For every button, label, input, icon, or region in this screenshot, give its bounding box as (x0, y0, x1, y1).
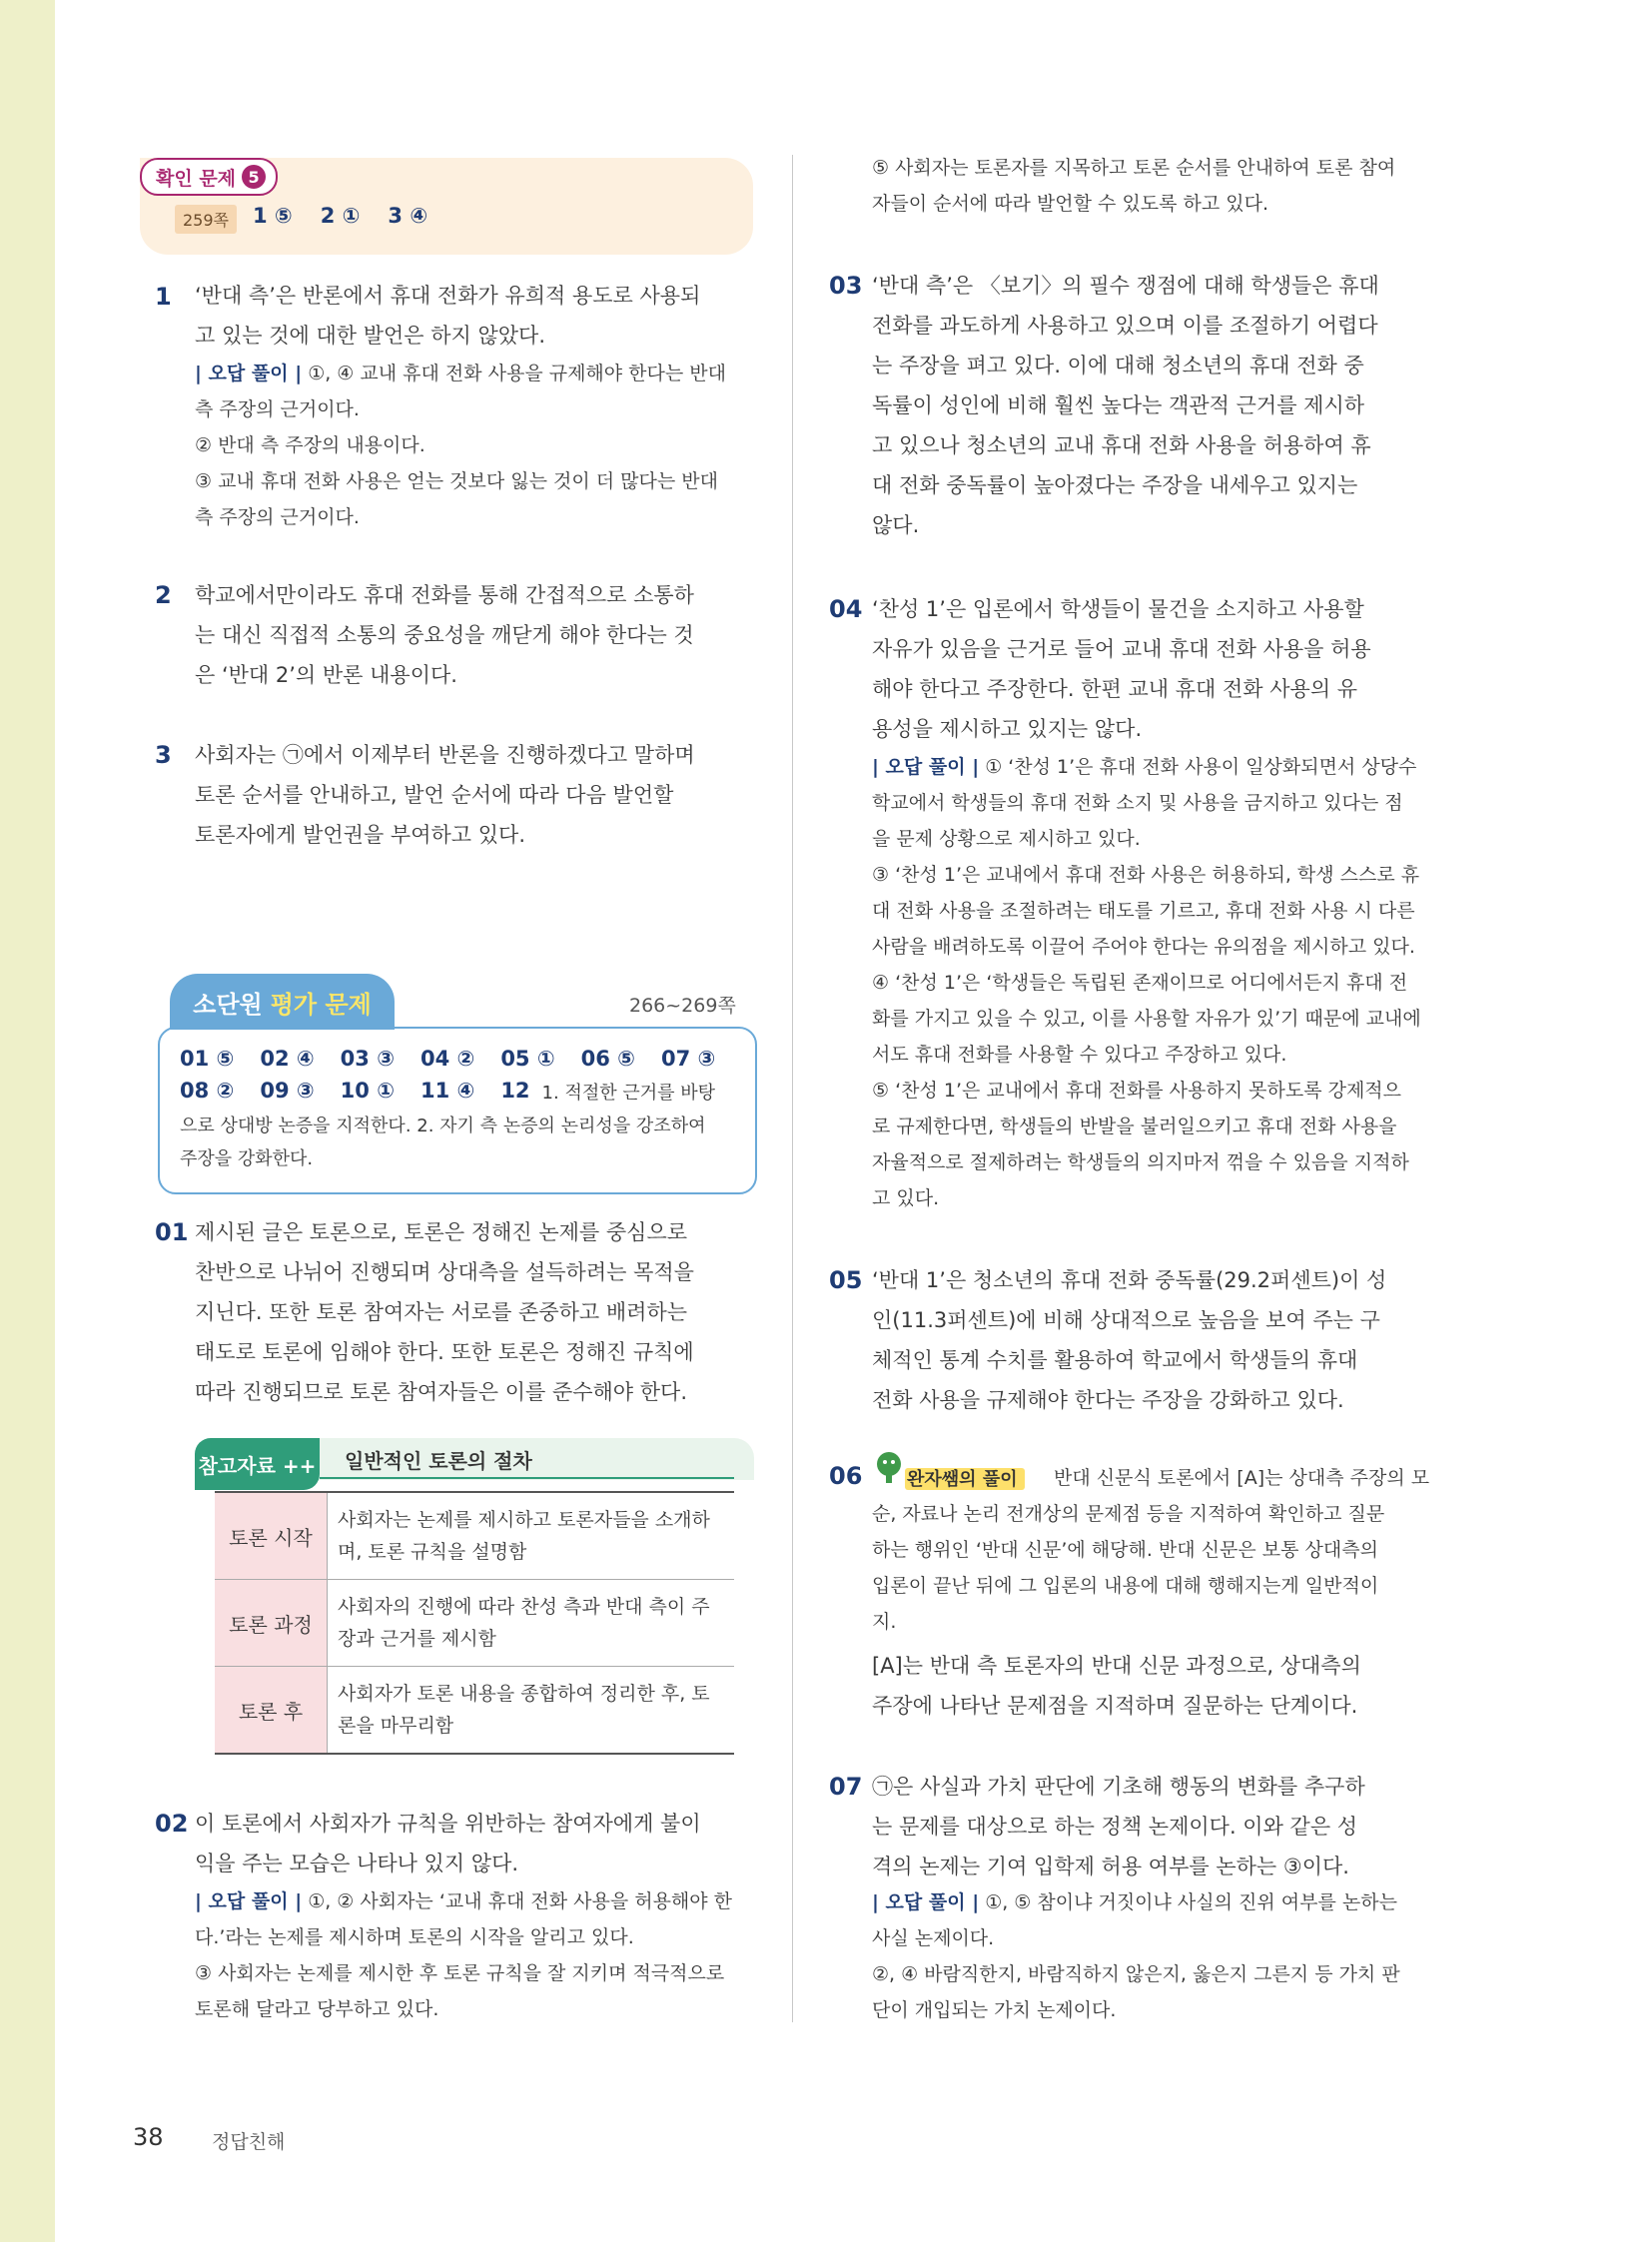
text-line: 는 문제를 대상으로 하는 정책 논제이다. 이와 같은 성 (872, 1815, 1358, 1839)
text-line: 토론해 달라고 당부하고 있다. (195, 1998, 439, 2020)
text-line: 사회자는 ㉠에서 이제부터 반론을 진행하겠다고 말하며 (195, 743, 695, 767)
page-sidebar (0, 0, 55, 2242)
text-line: ③ 사회자는 논제를 제시한 후 토론 규칙을 잘 지키며 적극적으로 (195, 1962, 725, 1984)
wrong-answer-note (872, 749, 1421, 1216)
text-line: ④ ‘찬성 1’은 ‘학생들은 독립된 존재이므로 어디에서든지 휴대 전 (872, 972, 1408, 994)
text-line: 대 전화 사용을 조절하려는 태도를 기르고, 휴대 전화 사용 시 다른 (872, 900, 1415, 922)
text-line: 익을 주는 모습은 나타나 있지 않다. (195, 1852, 519, 1875)
unit-answer: 07 ③ (660, 1047, 716, 1071)
text-line: 자유가 있음을 근거로 들어 교내 휴대 전화 사용을 허용 (872, 637, 1371, 661)
text-line: 는 대신 직접적 소통의 중요성을 깨닫게 해야 한다는 것 (195, 623, 694, 647)
text-line: 고 있으나 청소년의 교내 휴대 전화 사용을 허용하여 휴 (872, 433, 1371, 457)
reference-table (215, 1491, 734, 1755)
question-text (872, 1767, 1365, 1886)
text-line: [A]는 반대 측 토론자의 반대 신문 과정으로, 상대측의 (872, 1654, 1361, 1678)
text-line: ‘반대 측’은 〈보기〉의 필수 쟁점에 대해 학생들은 휴대 (872, 274, 1379, 298)
unit-answers-row (180, 1079, 715, 1105)
text-line: 사람을 배려하도록 이끌어 주어야 한다는 유의점을 제시하고 있다. (872, 936, 1415, 958)
unit-answer: 09 ③ (260, 1079, 315, 1103)
text-line: 하는 행위인 ‘반대 신문’에 해당해. 반대 신문은 보통 상대측의 (872, 1539, 1378, 1561)
unit-tab (170, 974, 395, 1030)
text-line: 지. (872, 1611, 897, 1633)
text-line: 격의 논제는 기여 입학제 허용 여부를 논하는 ③이다. (872, 1855, 1349, 1878)
text-line: 순, 자료나 논리 전개상의 문제점 등을 지적하여 확인하고 질문 (872, 1503, 1385, 1525)
text-line: 사회자는 논제를 제시하고 토론자들을 소개하 (338, 1509, 710, 1531)
text-line: 화를 가지고 있을 수 있고, 이를 사용할 자유가 있’기 때문에 교내에 (872, 1008, 1421, 1030)
question-text (195, 735, 695, 855)
text-line: 자율적으로 절제하려는 학생들의 의지마저 꺾을 수 있음을 지적하 (872, 1151, 1409, 1173)
wrong-answer-tag: | 오답 풀이 | (195, 363, 303, 384)
text-line: 주장에 나타난 문제점을 지적하며 질문하는 단계이다. (872, 1694, 1358, 1718)
teacher-mascot-icon (872, 1450, 906, 1484)
text-line: 로 규제한다면, 학생들의 반발을 불러일으키고 휴대 전화 사용을 (872, 1116, 1397, 1137)
text-line: 전화 사용을 규제해야 한다는 주장을 강화하고 있다. (872, 1388, 1344, 1412)
text-line: 측 주장의 근거이다. (195, 506, 360, 528)
text-line: 주장을 강화한다. (180, 1148, 314, 1169)
unit-pages: 266~269쪽 (629, 995, 736, 1017)
table-head-cell: 토론 시작 (215, 1492, 328, 1580)
unit-answer: 11 ④ (419, 1079, 475, 1103)
question-text (195, 575, 694, 695)
text-line: ③ ‘찬성 1’은 교내에서 휴대 전화 사용은 허용하되, 학생 스스로 휴 (872, 864, 1420, 886)
text-line: 사실 논제이다. (872, 1927, 995, 1949)
text-line: 을 문제 상황으로 제시하고 있다. (872, 828, 1141, 850)
text-line: 단이 개입되는 가치 논제이다. (872, 1999, 1117, 2021)
check-answer: 1 ⑤ (253, 204, 293, 228)
wrong-answer-tag: | 오답 풀이 | (872, 756, 980, 778)
text-line: 자들이 순서에 따라 발언할 수 있도록 하고 있다. (872, 193, 1269, 215)
text-line: 사회자가 토론 내용을 종합하여 정리한 후, 토 (338, 1683, 710, 1705)
column-divider (792, 155, 793, 2022)
page-number: 38 (133, 2123, 164, 2151)
text-line: 지닌다. 또한 토론 참여자는 서로를 존중하고 배려하는 (195, 1300, 688, 1324)
text-line: ② 반대 측 주장의 내용이다. (195, 434, 425, 456)
text-line: 태도로 토론에 임해야 한다. 또한 토론은 정해진 규칙에 (195, 1340, 694, 1364)
question-text (872, 589, 1371, 749)
text-line: ①, ④ 교내 휴대 전화 사용을 규제해야 한다는 반대 (308, 363, 726, 384)
teacher-note-label: 완자쌤의 풀이 (907, 1469, 1018, 1490)
question-number: 06 (829, 1462, 863, 1490)
unit-answer: 06 ⑤ (580, 1047, 635, 1071)
check-answers (253, 204, 427, 228)
text-line: 따라 진행되므로 토론 참여자들은 이를 준수해야 한다. (195, 1380, 688, 1404)
wrong-answer-note (195, 1883, 732, 2027)
reference-rule (320, 1477, 734, 1479)
question-number: 03 (829, 272, 863, 300)
table-cell (328, 1580, 735, 1667)
text-line: 는 주장을 펴고 있다. 이에 대해 청소년의 휴대 전화 중 (872, 354, 1364, 377)
text-line: ①, ② 사회자는 ‘교내 휴대 전화 사용을 허용해야 한 (308, 1890, 733, 1912)
unit-answer: 08 ② (180, 1079, 235, 1103)
unit-text: 1. 적절한 근거를 바탕 (541, 1083, 715, 1104)
question-text (195, 1804, 701, 1883)
text-line: 사회자의 진행에 따라 찬성 측과 반대 측이 주 (338, 1596, 710, 1618)
text-line: 인(11.3퍼센트)에 비해 상대적으로 높음을 보여 주는 구 (872, 1308, 1380, 1332)
text-line: ⑤ ‘찬성 1’은 교내에서 휴대 전화를 사용하지 못하도록 강제적으 (872, 1080, 1402, 1102)
unit-answer: 10 ① (340, 1079, 395, 1103)
check-answer: 2 ① (320, 204, 361, 228)
text-line: ㉠은 사실과 가치 판단에 기초해 행동의 변화를 추구하 (872, 1775, 1365, 1799)
text-line: ‘찬성 1’은 입론에서 학생들이 물건을 소지하고 사용할 (872, 597, 1364, 621)
table-row (215, 1667, 734, 1755)
text-line: 대 전화 중독률이 높아졌다는 주장을 내세우고 있지는 (872, 473, 1358, 497)
unit-answer: 05 ① (500, 1047, 555, 1071)
text-line: 제시된 글은 토론으로, 토론은 정해진 논제를 중심으로 (195, 1220, 688, 1244)
text-line: 용성을 제시하고 있지는 않다. (872, 717, 1143, 741)
question-number: 05 (829, 1266, 863, 1294)
question-number: 04 (829, 595, 863, 623)
unit-text (180, 1110, 739, 1175)
unit-answer: 12 (500, 1079, 530, 1103)
unit-answer: 01 ⑤ (180, 1047, 235, 1071)
text-line: ①, ⑤ 참이냐 거짓이냐 사실의 진위 여부를 논하는 (985, 1891, 1397, 1913)
note-text (872, 150, 1395, 222)
check-number: 5 (242, 165, 266, 189)
wrong-answer-note (195, 356, 726, 535)
text-line: 고 있다. (872, 1187, 940, 1209)
text-line: 해야 한다고 주장한다. 한편 교내 휴대 전화 사용의 유 (872, 677, 1358, 701)
table-head-cell: 토론 과정 (215, 1580, 328, 1667)
table-head-cell: 토론 후 (215, 1667, 328, 1755)
table-cell (328, 1492, 735, 1580)
text-line: 독률이 성인에 비해 훨씬 높다는 객관적 근거를 제시하 (872, 393, 1365, 417)
text-line: ‘반대 측’은 반론에서 휴대 전화가 유희적 용도로 사용되 (195, 284, 701, 308)
question-number: 1 (155, 283, 172, 311)
question-text (195, 276, 700, 356)
teacher-note-text: 반대 신문식 토론에서 [A]는 상대측 주장의 모 (1054, 1467, 1430, 1489)
question-number: 01 (155, 1218, 189, 1246)
unit-answer: 04 ② (419, 1047, 475, 1071)
text-line: ‘반대 1’은 청소년의 휴대 전화 중독률(29.2퍼센트)이 성 (872, 1268, 1387, 1292)
unit-answer: 02 ④ (260, 1047, 315, 1071)
text-line: 입론이 끝난 뒤에 그 입론의 내용에 대해 행해지는게 일반적이 (872, 1575, 1379, 1597)
text-line: 며, 토론 규칙을 설명함 (338, 1541, 527, 1563)
text-line: 장과 근거를 제시함 (338, 1628, 496, 1650)
check-answer: 3 ④ (388, 204, 428, 228)
text-line: 학교에서만이라도 휴대 전화를 통해 간접적으로 소통하 (195, 583, 694, 607)
text-line: ②, ④ 바람직한지, 바람직하지 않은지, 옳은지 그른지 등 가치 판 (872, 1963, 1400, 1985)
text-line: 체적인 통계 수치를 활용하여 학교에서 학생들의 휴대 (872, 1348, 1358, 1372)
table-row (215, 1580, 734, 1667)
text-line: 찬반으로 나뉘어 진행되며 상대측을 설득하려는 목적을 (195, 1260, 694, 1284)
text-line: 않다. (872, 513, 920, 537)
text-line: 론을 마무리함 (338, 1715, 454, 1737)
question-number: 07 (829, 1773, 863, 1801)
wrong-answer-tag: | 오답 풀이 | (872, 1891, 980, 1913)
text-line: 서도 휴대 전화를 사용할 수 있다고 주장하고 있다. (872, 1044, 1287, 1066)
unit-answers-row (180, 1047, 715, 1071)
question-text (872, 266, 1379, 545)
text-line: 고 있는 것에 대한 발언은 하지 않았다. (195, 324, 546, 348)
text-line: ⑤ 사회자는 토론자를 지목하고 토론 순서를 안내하여 토론 참여 (872, 157, 1396, 179)
text-line: 학교에서 학생들의 휴대 전화 소지 및 사용을 금지하고 있다는 점 (872, 792, 1403, 814)
check-tab (140, 158, 278, 196)
text-line: 토론자에게 발언권을 부여하고 있다. (195, 823, 525, 847)
question-number: 3 (155, 741, 172, 769)
text-line: 측 주장의 근거이다. (195, 398, 360, 420)
wrong-answer-note (872, 1884, 1400, 2028)
unit-title: 소단원 (193, 990, 263, 1019)
text-line: 다.’라는 논제를 제시하며 토론의 시작을 알리고 있다. (195, 1926, 634, 1948)
table-cell (328, 1667, 735, 1755)
question-text (872, 1260, 1386, 1420)
question-text (195, 1212, 694, 1412)
teacher-note-text (872, 1496, 1384, 1640)
text-line: ① ‘찬성 1’은 휴대 전화 사용이 일상화되면서 상당수 (985, 756, 1417, 778)
unit-answer: 03 ③ (340, 1047, 395, 1071)
text-line: 전화를 과도하게 사용하고 있으며 이를 조절하기 어렵다 (872, 314, 1378, 338)
text-line: 토론 순서를 안내하고, 발언 순서에 따라 다음 발언할 (195, 783, 674, 807)
text-line: ③ 교내 휴대 전화 사용은 얻는 것보다 잃는 것이 더 많다는 반대 (195, 470, 718, 492)
reference-title: 일반적인 토론의 절차 (345, 1449, 532, 1473)
text-line: 이 토론에서 사회자가 규칙을 위반하는 참여자에게 불이 (195, 1812, 701, 1836)
reference-tag: 참고자료 ++ (195, 1438, 320, 1490)
check-label: 확인 문제 (156, 167, 237, 190)
unit-title-highlight: 평가 문제 (270, 990, 372, 1019)
wrong-answer-tag: | 오답 풀이 | (195, 1890, 303, 1912)
question-text (872, 1646, 1361, 1726)
check-page: 259쪽 (175, 205, 237, 234)
book-title: 정답친해 (212, 2131, 286, 2153)
table-row (215, 1492, 734, 1580)
question-number: 02 (155, 1810, 189, 1838)
text-line: 으로 상대방 논증을 지적한다. 2. 자기 측 논증의 논리성을 강조하여 (180, 1116, 706, 1136)
text-line: 은 ‘반대 2’의 반론 내용이다. (195, 663, 457, 687)
question-number: 2 (155, 581, 172, 609)
